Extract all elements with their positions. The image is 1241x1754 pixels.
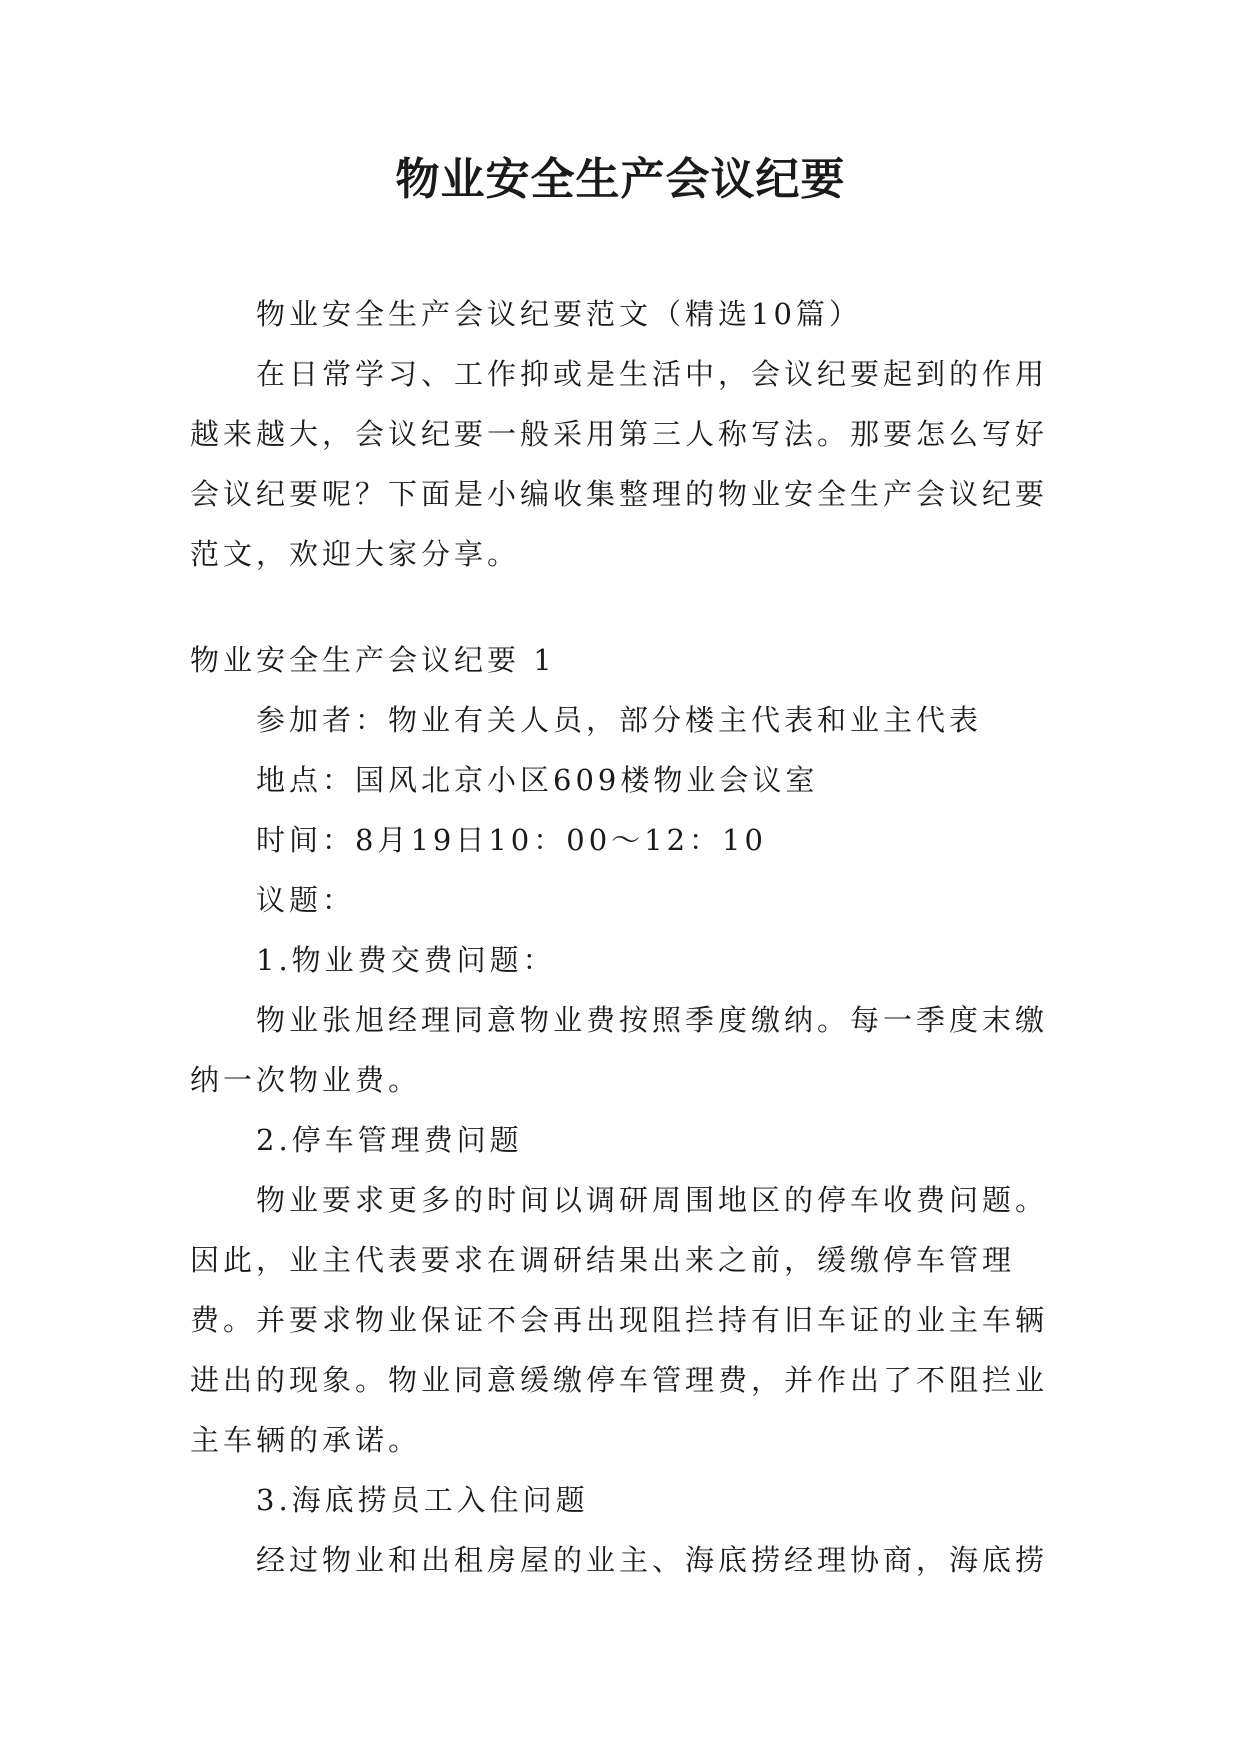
section-heading: 物业安全生产会议纪要 1 xyxy=(190,643,556,677)
item-2-title: 2.停车管理费问题 xyxy=(256,1123,523,1157)
location-line: 地点：国风北京小区609楼物业会议室 xyxy=(256,763,819,797)
item-1-body: 物业张旭经理同意物业费按照季度缴纳。每一季度末缴纳一次物业费。 xyxy=(190,1003,1049,1097)
section-1 xyxy=(190,630,1050,1590)
time-line: 时间：8月19日10：00～12：10 xyxy=(256,823,767,857)
item-2-body: 物业要求更多的时间以调研周围地区的停车收费问题。因此，业主代表要求在调研结果出来之前，缓缴停车管理费。并要求物业保证不会再出现阻拦持有旧车证的业主车辆进出的现象。物业同意缓缴停车管理费，并作出了不阻拦业主车辆的承诺。 xyxy=(190,1183,1049,1457)
intro-block xyxy=(190,284,1050,584)
item-3-body: 经过物业和出租房屋的业主、海底捞经理协商，海底捞 xyxy=(256,1543,1049,1577)
topics-label: 议题： xyxy=(256,883,356,917)
document-title: 物业安全生产会议纪要 xyxy=(395,154,846,205)
intro-subtitle: 物业安全生产会议纪要范文（精选10篇） xyxy=(256,297,862,331)
intro-paragraph: 在日常学习、工作抑或是生活中，会议纪要起到的作用越来越大，会议纪要一般采用第三人称写法。那要怎么写好会议纪要呢？下面是小编收集整理的物业安全生产会议纪要范文，欢迎大家分享。 xyxy=(190,357,1049,571)
item-3-title: 3.海底捞员工入住问题 xyxy=(256,1483,589,1517)
participants-line: 参加者：物业有关人员，部分楼主代表和业主代表 xyxy=(256,703,983,737)
item-1-title: 1.物业费交费问题： xyxy=(256,943,556,977)
